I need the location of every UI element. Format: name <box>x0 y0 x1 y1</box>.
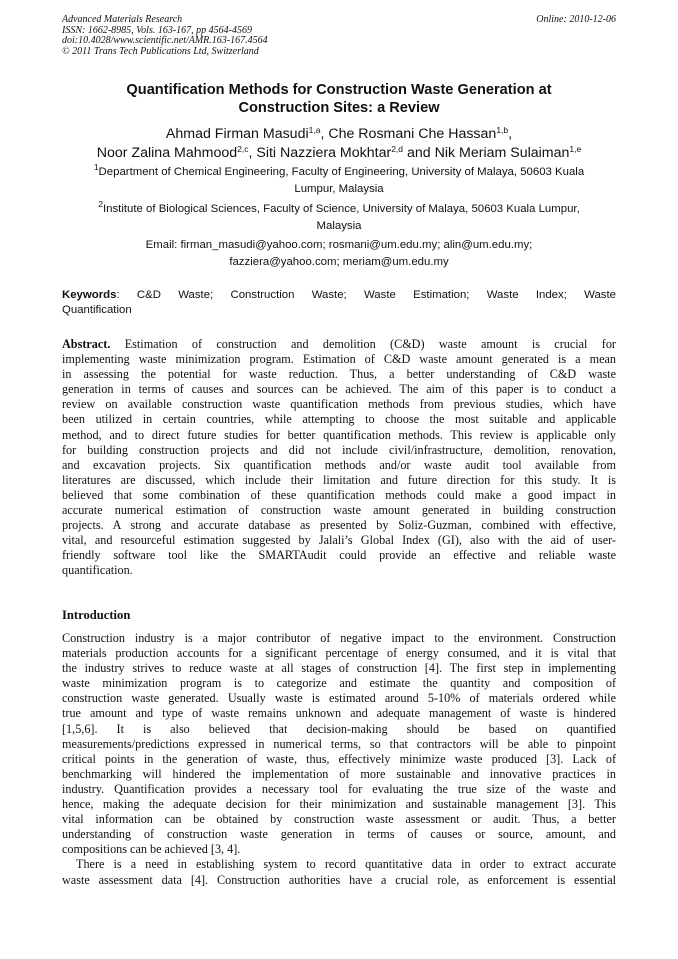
journal-issn: ISSN: 1662-8985, Vols. 163-167, pp 4564-4569 <box>62 24 252 36</box>
keywords-line2: Quantification <box>62 303 132 316</box>
author-line1 <box>62 125 616 144</box>
intro-line: construction waste generated. Usually waste is estimated around 5-10% of materials ordered while <box>62 691 616 706</box>
affiliation-1 <box>62 164 616 198</box>
intro-line: hence, making the adequate decision for their minimization and sustainable management [3]. This <box>62 797 616 812</box>
abstract-text: Estimation of construction and demolition (C&D) waste amount is crucial for <box>110 337 616 351</box>
author-affiliation-mark: 1,b <box>496 125 509 135</box>
affiliation-2-line1 <box>62 201 616 218</box>
paper-title-line1: Quantification Methods for Construction Waste Generation at <box>126 82 552 98</box>
abstract-line: literatures are discussed, which include their limitation and future direction for this study. It is <box>62 472 616 487</box>
abstract-line: been utilized in certain countries, while attempting to choose the most suitable and applicable <box>62 412 616 427</box>
intro-line: compositions can be achieved [3, 4]. <box>62 842 241 857</box>
abstract-line: in assessing the potential for waste reduction. Thus, a better understanding of C&D waste <box>62 367 616 382</box>
affiliation-mark: 2 <box>98 199 103 209</box>
email-line1[interactable]: Email: firman_masudi@yahoo.com; rosmani@um.edu.my; alin@um.edu.my; <box>145 239 533 251</box>
intro-line: critical points in the generation of waste, thus, effectively minimize waste produced [3]. Lack of <box>62 751 616 766</box>
abstract-line: vital, and resourceful estimation suggested by Jalali’s Global Index (GI), also with the aid of user- <box>62 533 616 548</box>
email-block <box>62 237 616 271</box>
affiliation-1-line2: Lumpur, Malaysia <box>294 183 384 195</box>
journal-name: Advanced Materials Research <box>62 14 183 25</box>
intro-line: There is a need in establishing system to record quantitative data in order to extract accurate <box>76 857 616 872</box>
journal-header <box>62 15 268 57</box>
email-line2[interactable]: fazziera@yahoo.com; meriam@um.edu.my <box>229 256 449 268</box>
abstract-line: and excavation projects. Six quantification methods and/or waste audit tool available from <box>62 457 616 472</box>
journal-doi[interactable]: doi:10.4028/www.scientific.net/AMR.163-167.4564 <box>62 35 268 46</box>
affiliation-1-line1 <box>62 164 616 181</box>
intro-line: [1,5,6]. It is also believed that decision-making should be based on quantified <box>62 721 616 736</box>
intro-line: benchmarking will hindered the implementation of more sustainable and innovative practices in <box>62 766 616 781</box>
affiliation-2 <box>62 201 616 235</box>
author-line2 <box>62 144 616 163</box>
abstract-label: Abstract. <box>62 337 111 351</box>
abstract-line: for building construction projects and did not include civil/infrastructure, demolition, renovation, <box>62 442 616 457</box>
keywords-line1 <box>62 288 616 303</box>
abstract-line: implementing waste minimization program. Estimation of C&D waste amount generated is a mean <box>62 352 616 367</box>
author-affiliation-mark: 1,a <box>308 125 321 135</box>
affiliation-text: Department of Chemical Engineering, Faculty of Engineering, University of Malaya, 50603 Kuala <box>98 166 585 178</box>
journal-copyright: © 2011 Trans Tech Publications Ltd, Switzerland <box>62 45 259 57</box>
abstract-line <box>62 337 616 352</box>
abstract-line: generation in terms of causes and sources can be achieved. The aim of this paper is to conduct a <box>62 382 616 397</box>
author-name: Nik Meriam Sulaiman <box>434 145 570 161</box>
affiliation-text: Institute of Biological Sciences, Faculty of Science, University of Malaya, 50603 Kuala Lumpur, <box>102 203 580 215</box>
intro-line: waste assessment data [4]. Construction authorities have a crucial role, as enforcement is essential <box>62 872 616 887</box>
abstract-line: projects. A strong and accurate database as presented by Soliz-Guzman, combined with effective, <box>62 518 616 533</box>
author-separator: , <box>320 126 329 142</box>
intro-line: understanding of construction waste generation in terms of causes or source, amount, and <box>62 827 616 842</box>
author-name: Noor Zalina Mahmood <box>96 145 238 161</box>
abstract-line: believed that some combination of these quantification methods could make a good impact in <box>62 487 616 502</box>
author-affiliation-mark: 1,e <box>569 144 582 154</box>
author-list <box>62 125 616 163</box>
paper-title-line2: Construction Sites: a Review <box>238 100 440 116</box>
abstract-section <box>62 337 616 579</box>
intro-line: industry. Quantification provides a necessary tool for evaluating the true size of the waste and <box>62 781 616 796</box>
introduction-heading: Introduction <box>62 608 131 622</box>
abstract-line: review on available construction waste quantification methods from previous studies, which have <box>62 397 616 412</box>
author-name: Siti Nazziera Mokhtar <box>256 145 392 161</box>
affiliation-mark: 1 <box>93 162 99 172</box>
author-affiliation-mark: 2,d <box>391 144 404 154</box>
intro-line: vital information can be obtained by construction waste assessment or audit. Thus, a better <box>62 812 616 827</box>
intro-line: waste minimization program is to categorize and estimate the quantity and composition of <box>62 676 616 691</box>
online-date <box>536 15 616 26</box>
abstract-line: friendly software tool like the SMARTAudit could provide an effective and reliable waste <box>62 548 616 563</box>
abstract-line: accurate numerical estimation of construction waste amount generated in building construction <box>62 503 616 518</box>
keywords-block <box>62 288 616 317</box>
author-conjunction: and <box>403 145 435 161</box>
introduction-section <box>62 631 616 888</box>
author-name: Ahmad Firman Masudi <box>165 126 309 142</box>
keywords-label: Keywords <box>62 289 117 301</box>
author-name: Che Rosmani Che Hassan <box>328 126 497 142</box>
paper-title <box>62 81 616 117</box>
affiliation-2-line2: Malaysia <box>316 220 362 232</box>
author-separator: , <box>508 126 513 142</box>
author-separator: , <box>248 145 257 161</box>
intro-line: true amount and type of waste remains unknown and adequate management of waste is hindered <box>62 706 616 721</box>
abstract-line: method, and to direct future studies for better quantification methods. This review is applicable only <box>62 427 616 442</box>
intro-line: the industry strives to reduce waste at all stages of construction [4]. The first step in implementing <box>62 661 616 676</box>
author-affiliation-mark: 2,c <box>237 144 249 154</box>
abstract-line: quantification. <box>62 563 133 578</box>
keywords-text: : C&D Waste; Construction Waste; Waste Estimation; Waste Index; Waste <box>116 289 616 301</box>
intro-line: materials production accounts for a significant percentage of energy consumed, and it is vital that <box>62 646 616 661</box>
intro-line: measurements/predictions expressed in numerical terms, so that contractors will be able to pinpoint <box>62 736 616 751</box>
intro-line: Construction industry is a major contributor of negative impact to the environment. Construction <box>62 631 616 645</box>
online-date-text: Online: 2010-12-06 <box>536 14 616 25</box>
